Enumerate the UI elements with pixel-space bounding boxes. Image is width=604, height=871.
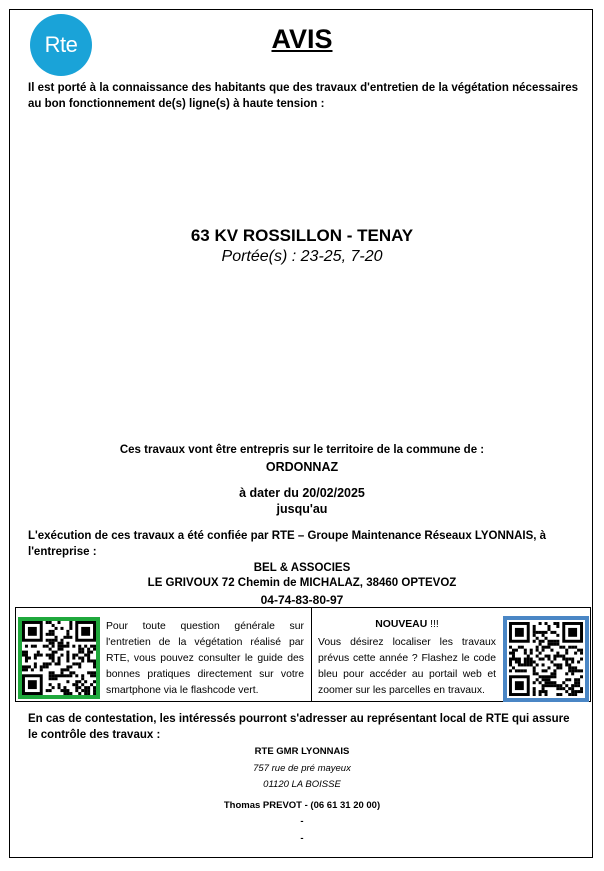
logo-text: Rte [44,32,78,57]
execution-paragraph: L'exécution de ces travaux a été confiée par RTE – Groupe Maintenance Réseaux LYONNAIS, à l'entreprise : [28,530,547,558]
company-name: BEL & ASSOCIES [253,562,351,574]
contact-org: RTE GMR LYONNAIS [254,746,350,757]
line-name: 63 KV ROSSILLON - TENAY [190,226,414,245]
qr-code-icon[interactable] [22,621,96,695]
guide-description: Pour toute question générale sur l'entretien de la végétation réalisé par RTE, vous pouvez consulter le guide des bonnes pratiques directement sur votre smartphone via le flashcode vert. [106,621,304,696]
commune-name: ORDONNAZ [265,460,339,474]
contact-street: 757 rue de pré mayeux [253,763,351,774]
box-divider [311,607,312,702]
intro-paragraph: Il est porté à la connaissance des habitants que des travaux d'entretien de la végétation nécessaires au bon fonctionnement de(s) ligne(s) à haute tension : [28,82,578,110]
company-phone: 04-74-83-80-97 [260,593,344,607]
contact-person: Thomas PREVOT - (06 61 31 20 00) [223,800,381,811]
territory-intro: Ces travaux vont être entrepris sur le territoire de la commune de : [119,444,485,456]
company-address: LE GRIVOUX 72 Chemin de MICHALAZ, 38460 OPTEVOZ [147,577,457,589]
portal-description: Vous désirez localiser les travaux prévus cette année ? Flashez le code bleu pour accéder au portail web et zoomer sur les parcelles en travaux. [318,637,496,696]
contact-city: 01120 LA BOISSE [263,779,341,790]
new-label-rest: !!! [427,619,439,630]
contact-dash-1: - [300,816,304,827]
contest-paragraph: En cas de contestation, les intéressés pourront s'adresser au représentant local de RTE qui assure le contrôle des travaux : [28,713,570,741]
until-label: jusqu'au [276,502,328,516]
date-from: à dater du 20/02/2025 [239,486,365,500]
page-title: AVIS [271,24,333,54]
new-label-bold: NOUVEAU [375,619,428,630]
spans: Portée(s) : 23-25, 7-20 [221,248,383,265]
contact-dash-2: - [300,833,304,844]
new-label [318,619,496,630]
qr-code-icon[interactable] [509,622,583,696]
